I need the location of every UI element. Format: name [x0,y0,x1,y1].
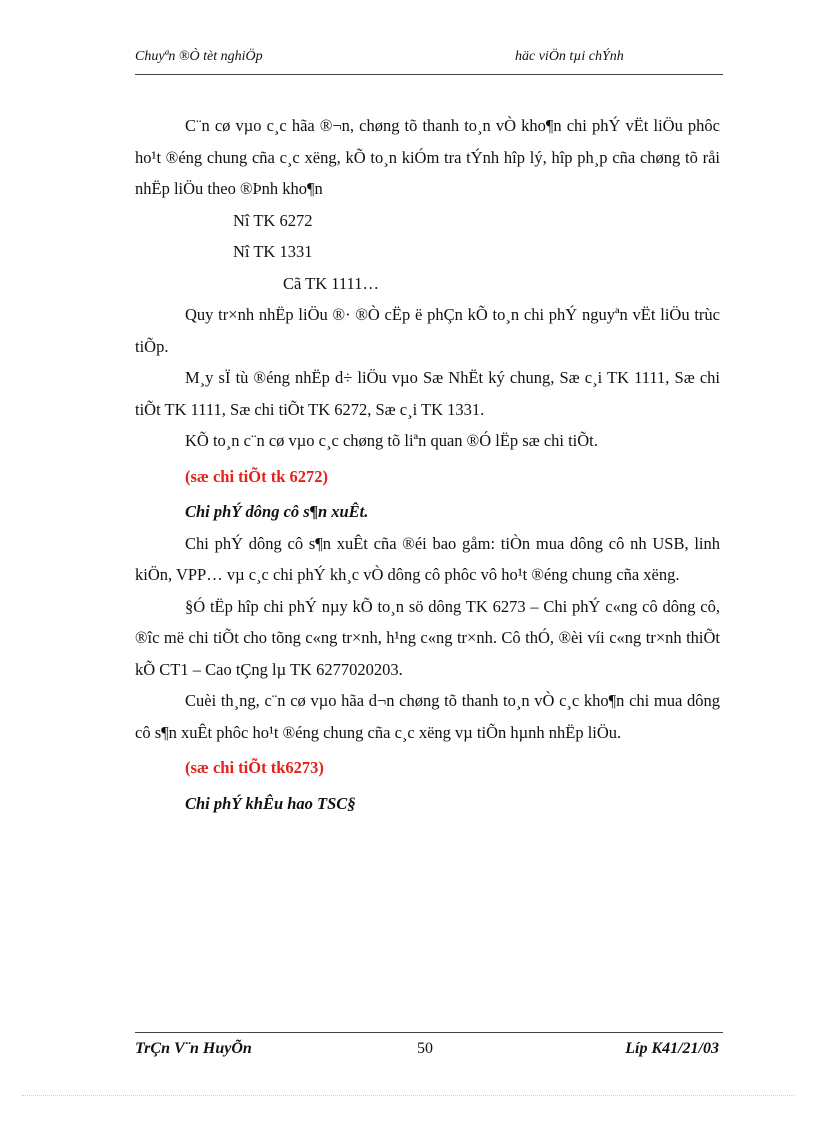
page-header [135,49,723,73]
paragraph-month-end: Cuèi th¸ng, c¨n cø vµo hãa d¬n chøng tõ thanh to¸n vÒ c¸c kho¶n chi mua dông cô s¶n xuÊt phôc ho¹t ®éng chung cña c¸c xëng vµ tiÕn hµnh nhËp liÖu. [135,691,720,742]
paragraph-auto-entry: M¸y sÏ tù ®éng nhËp d÷ liÖu vµo Sæ NhËt ký chung, Sæ c¸i TK 1111, Sæ chi tiÕt TK 1111, Sæ chi tiÕt TK 6272, Sæ c¸i TK 1331. [135,368,720,419]
paragraph-invoices: C¨n cø vµo c¸c hãa ®¬n, chøng tõ thanh to¸n vÒ kho¶n chi phÝ vËt liÖu phôc ho¹t ®éng chung cña c¸c xëng, kÕ to¸n kiÓm tra tÝnh hîp lý, hîp ph¸p cña chøng tõ råi nhËp liÖu theo ®Þnh kho¶n [135,116,720,198]
footer-class: Líp K41/21/03 [625,1040,719,1057]
header-institution: häc viÖn tµi chÝnh [515,49,624,64]
paragraph-account-6273: §Ó tËp hîp chi phÝ nµy kÕ to¸n sö dông TK 6273 – Chi phÝ c«ng cô dông cô, ®îc më chi tiÕt cho tõng c«ng tr×nh, h¹ng c«ng tr×nh. Cô thÓ, ®èi víi c«ng tr×nh thiÕt kÕ CT1 – Cao tÇng lµ TK 6277020203. [135,596,720,679]
header-thesis-title: Chuyªn ®Ò tèt nghiÖp [135,49,263,64]
page-footer [135,1040,723,1064]
ledger-reference-6272: (sæ chi tiÕt tk 6272) [185,466,328,486]
section-heading-depreciation: Chi phÝ khÊu hao TSC§ [185,793,356,813]
header-divider [135,74,723,75]
footer-divider [135,1032,723,1033]
entry-debit-1331: Nî TK 1331 [233,242,313,261]
document-body [135,110,720,819]
ledger-reference-6273: (sæ chi tiÕt tk6273) [185,758,324,777]
paragraph-tools-cost: Chi phÝ dông cô s¶n xuÊt cña ®éi bao gåm: tiÒn mua dông cô nh USB, linh kiÖn, VPP… vµ c¸c chi phÝ kh¸c vÒ dông cô phôc vô ho¹t ®éng chung cña xëng. [135,533,720,584]
entry-credit-1111: Cã TK 1111… [283,273,379,293]
page-bottom-edge [22,1095,794,1096]
section-heading-tools: Chi phÝ dông cô s¶n xuÊt. [185,502,369,521]
paragraph-process: Quy tr×nh nhËp liÖu ®· ®Ò cËp ë phÇn kÕ to¸n chi phÝ nguyªn vËt liÖu trùc tiÕp. [135,305,720,356]
footer-author: TrÇn V¨n HuyÕn [135,1040,252,1057]
page-number: 50 [417,1040,433,1057]
paragraph-detail-ledger: KÕ to¸n c¨n cø vµo c¸c chøng tõ liªn quan ®Ó lËp sæ chi tiÕt. [185,431,598,450]
entry-debit-6272: Nî TK 6272 [233,210,313,230]
